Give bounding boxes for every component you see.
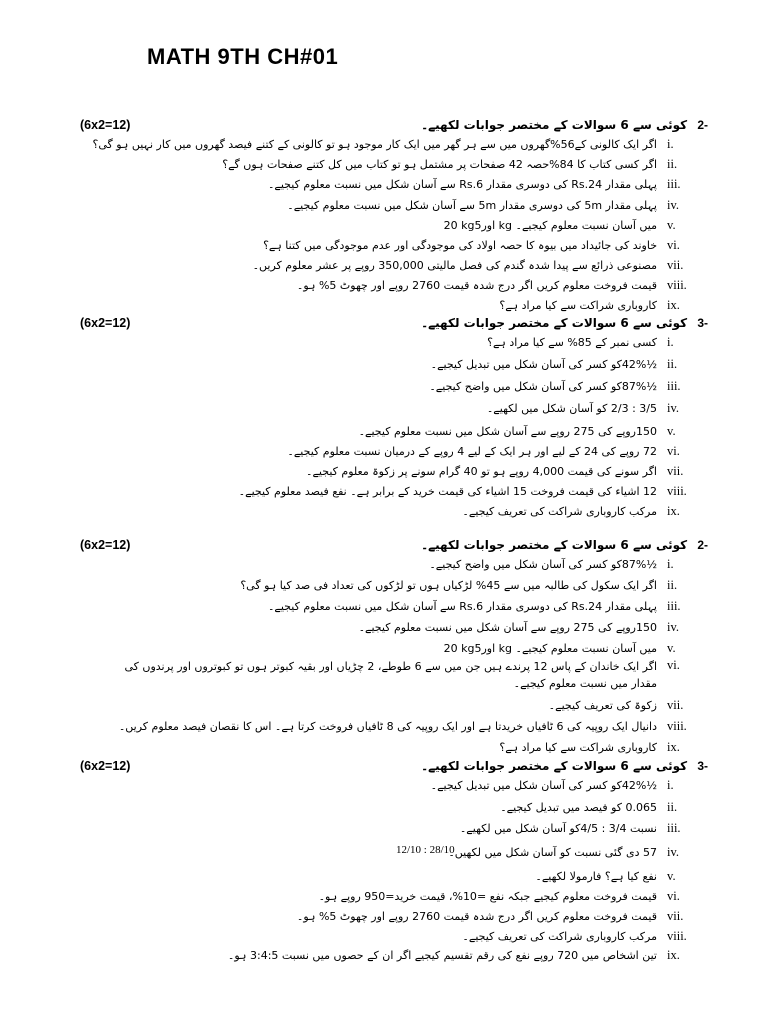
question-item — [444, 215, 693, 235]
question-text: اگر ایک سکول کی طالبہ میں سے 45% لڑکیاں ہوں تو لڑکوں کی تعداد فی صد کیا ہو گی؟ — [240, 578, 657, 592]
question-number: iii. — [667, 176, 681, 191]
question-number: ii. — [667, 156, 678, 171]
question-text: 150روپے کی 275 روپے سے آسان شکل میں نسبت معلوم کیجیے۔ — [358, 424, 657, 438]
question-number: i. — [667, 136, 674, 151]
question-item — [448, 842, 693, 862]
question-text: اگر ایک کالونی کے56%گھروں میں سے ہر گھر میں ایک کار موجود ہو تو کالونی کے کتنے فیصد گھروں میں کار نہیں ہو گی؟ — [92, 137, 657, 151]
question-text: اگر کسی کتاب کا 84%حصہ 42 صفحات پر مشتمل ہو تو کتاب میں کل کتنے صفحات ہوں گے؟ — [222, 157, 657, 171]
question-item — [240, 575, 693, 595]
question-number: iii. — [667, 378, 681, 393]
question-item — [431, 354, 693, 374]
question-item — [499, 295, 693, 315]
question-text: پہلی مقدار 5m کی دوسری مقدار 5m سے آسان شکل میں نسبت معلوم کیجیے۔ — [287, 198, 657, 212]
question-item — [462, 926, 693, 946]
question-text: نسبت 3/4 : 4/5کو آسان شکل میں لکھیے۔ — [459, 821, 657, 835]
question-item — [119, 716, 693, 736]
question-number: i. — [667, 556, 674, 571]
question-text: کسی نمبر کے 85% سے کیا مراد ہے؟ — [487, 335, 657, 349]
question-number: vii. — [667, 697, 684, 712]
marks-label: (6x2=12) — [80, 759, 131, 773]
section-number: -2 — [697, 538, 708, 552]
question-number: v. — [667, 640, 676, 655]
question-number: i. — [667, 334, 674, 349]
question-text: ½87%کو کسر کی آسان شکل میں واضح کیجیے۔ — [429, 379, 657, 393]
question-number: ii. — [667, 577, 678, 592]
question-item — [487, 398, 693, 418]
question-item — [487, 332, 693, 352]
question-item — [499, 737, 693, 757]
question-number: vi. — [667, 443, 680, 458]
page-title: MATH 9TH CH#01 — [147, 44, 339, 69]
question-text: تین اشخاص میں 720 روپے نفع کی رقم تقسیم کیجیے اگر ان کے حصوں میں نسبت 3:4:5 ہو۔ — [227, 948, 657, 962]
question-text: مرکب کاروباری شراکت کی تعریف کیجیے۔ — [462, 504, 657, 518]
question-text: کاروباری شراکت سے کیا مراد ہے؟ — [499, 298, 657, 312]
question-text: 20 kgاور5 kg میں آسان نسبت معلوم کیجیے۔ — [443, 218, 657, 232]
question-number: vi. — [667, 237, 680, 252]
question-item — [549, 695, 693, 715]
question-text: 72 روپے کی 24 کے لیے اور ہر ایک کے لیے 4 روپے کے درمیان نسبت معلوم کیجیے۔ — [287, 444, 657, 458]
question-text: مرکب کاروباری شراکت کی تعریف کیجیے۔ — [462, 929, 657, 943]
question-number: iv. — [667, 844, 680, 859]
question-text: پہلی مقدار Rs.24 کی دوسری مقدار Rs.6 سے آسان شکل میں نسبت معلوم کیجیے۔ — [267, 177, 657, 191]
question-item — [462, 501, 693, 521]
question-number: v. — [667, 423, 676, 438]
question-number: viii. — [667, 277, 687, 292]
question-item — [359, 421, 693, 441]
question-item — [535, 866, 693, 886]
question-text: کاروباری شراکت سے کیا مراد ہے؟ — [499, 740, 657, 754]
question-item — [268, 174, 693, 194]
question-number: ii. — [667, 356, 678, 371]
question-number: vii. — [667, 463, 684, 478]
question-text: 57 دی گئی نسبت کو آسان شکل میں لکھیں۔ — [448, 845, 657, 859]
question-item — [287, 441, 693, 461]
question-number: i. — [667, 777, 674, 792]
question-number: v. — [667, 217, 676, 232]
question-number: vii. — [667, 908, 684, 923]
question-number: iii. — [667, 598, 681, 613]
question-text: خاوند کی جائیداد میں بیوہ کا حصہ اولاد کی موجودگی اور عدم موجودگی میں کتنا ہے؟ — [263, 238, 657, 252]
section-number: -3 — [697, 759, 708, 773]
question-text: مصنوعی ذرائع سے پیدا شدہ گندم کی فصل مالیتی 350,000 روپے پر عشر معلوم کریں۔ — [252, 258, 657, 272]
question-item — [263, 235, 693, 255]
question-number: iv. — [667, 197, 680, 212]
ratio-side-note: 12/10 : 28/10 — [396, 844, 455, 856]
question-item — [239, 481, 693, 501]
question-item — [429, 554, 693, 574]
section-heading — [421, 118, 708, 132]
question-number: ix. — [667, 503, 680, 518]
section-heading — [421, 538, 708, 552]
question-number: ix. — [667, 739, 680, 754]
question-item — [102, 658, 693, 692]
question-item — [460, 818, 693, 838]
question-text: 20 kgاور5 kg میں آسان نسبت معلوم کیجیے۔ — [443, 641, 657, 655]
question-number: v. — [667, 868, 676, 883]
section-number: -2 — [697, 118, 708, 132]
question-item — [93, 134, 694, 154]
question-item — [319, 886, 693, 906]
question-text: 150روپے کی 275 روپے سے آسان شکل میں نسبت معلوم کیجیے۔ — [358, 620, 657, 634]
question-item — [297, 906, 693, 926]
question-text: 12 اشیاء کی قیمت فروخت 15 اشیاء کی قیمت خرید کے برابر ہے۔ نفع فیصد معلوم کیجیے۔ — [238, 484, 657, 498]
question-text: دانیال ایک روپیہ کی 6 ٹافیاں خریدتا ہے اور ایک روپیہ کی 8 ٹافیاں فروخت کرتا ہے۔ اس کا نقصان فیصد معلوم کریں۔ — [118, 719, 657, 733]
section-heading-text: کوئی سے 6 سوالات کے مختصر جوابات لکھیے۔ — [421, 118, 688, 132]
section-heading-text: کوئی سے 6 سوالات کے مختصر جوابات لکھیے۔ — [421, 316, 688, 330]
question-item — [500, 797, 693, 817]
question-item — [431, 775, 693, 795]
question-number: iv. — [667, 400, 680, 415]
marks-label: (6x2=12) — [80, 118, 131, 132]
question-number: ii. — [667, 799, 678, 814]
question-text: اگر ایک خاندان کے پاس 12 پرندے ہیں جن میں سے 6 طوطے، 2 چڑیاں اور بقیہ کبوتر ہوں تو کبوتروں اور پرندوں کی مقدار میں نسبت معلوم کیجیے۔ — [124, 660, 657, 690]
question-number: vii. — [667, 257, 684, 272]
question-number: iv. — [667, 619, 680, 634]
question-number: viii. — [667, 483, 687, 498]
question-number: viii. — [667, 718, 687, 733]
question-text: 3/5 : 2/3 کو آسان شکل میں لکھیے۔ — [486, 401, 657, 415]
question-item — [297, 275, 693, 295]
section-heading-text: کوئی سے 6 سوالات کے مختصر جوابات لکھیے۔ — [421, 759, 688, 773]
question-item — [222, 154, 693, 174]
question-item — [268, 596, 693, 616]
question-item — [429, 376, 693, 396]
question-text: اگر سونے کی قیمت 4,000 روپے ہو تو 40 گرام سونے پر زکوۃ معلوم کیجیے۔ — [306, 464, 657, 478]
question-text: ½42%کو کسر کی آسان شکل میں تبدیل کیجیے۔ — [430, 357, 657, 371]
question-text: زکوۃ کی تعریف کیجیے۔ — [548, 698, 657, 712]
question-number: ix. — [667, 947, 680, 962]
question-item — [306, 461, 693, 481]
section-number: -3 — [697, 316, 708, 330]
question-number: ix. — [667, 297, 680, 312]
section-heading — [421, 759, 708, 773]
question-number: vi. — [667, 658, 680, 672]
question-text: ½87%کو کسر کی آسان شکل میں واضح کیجیے۔ — [429, 557, 657, 571]
question-text: نفع کیا ہے؟ فارمولا لکھیے۔ — [535, 869, 657, 883]
question-text: 0.065 کو فیصد میں تبدیل کیجیے۔ — [500, 800, 657, 814]
question-item — [228, 945, 693, 965]
marks-label: (6x2=12) — [80, 538, 131, 552]
question-text: پہلی مقدار Rs.24 کی دوسری مقدار Rs.6 سے آسان شکل میں نسبت معلوم کیجیے۔ — [267, 599, 657, 613]
question-number: viii. — [667, 928, 687, 943]
question-text: ½42%کو کسر کی آسان شکل میں تبدیل کیجیے۔ — [430, 778, 657, 792]
question-item — [287, 195, 693, 215]
question-text: قیمت فروخت معلوم کریں اگر درج شدہ قیمت 2760 روپے اور چھوٹ 5% ہو۔ — [296, 278, 657, 292]
section-heading — [421, 316, 708, 330]
question-text: قیمت فروخت معلوم کریں اگر درج شدہ قیمت 2760 روپے اور چھوٹ 5% ہو۔ — [296, 909, 657, 923]
section-heading-text: کوئی سے 6 سوالات کے مختصر جوابات لکھیے۔ — [421, 538, 688, 552]
marks-label: (6x2=12) — [80, 316, 131, 330]
question-text: قیمت فروخت معلوم کیجیے جبکہ نفع =10%، قیمت خرید=950 روپے ہو۔ — [318, 889, 657, 903]
question-item — [359, 617, 693, 637]
question-number: iii. — [667, 820, 681, 835]
question-item — [253, 255, 693, 275]
question-number: vi. — [667, 888, 680, 903]
question-item — [444, 638, 693, 658]
